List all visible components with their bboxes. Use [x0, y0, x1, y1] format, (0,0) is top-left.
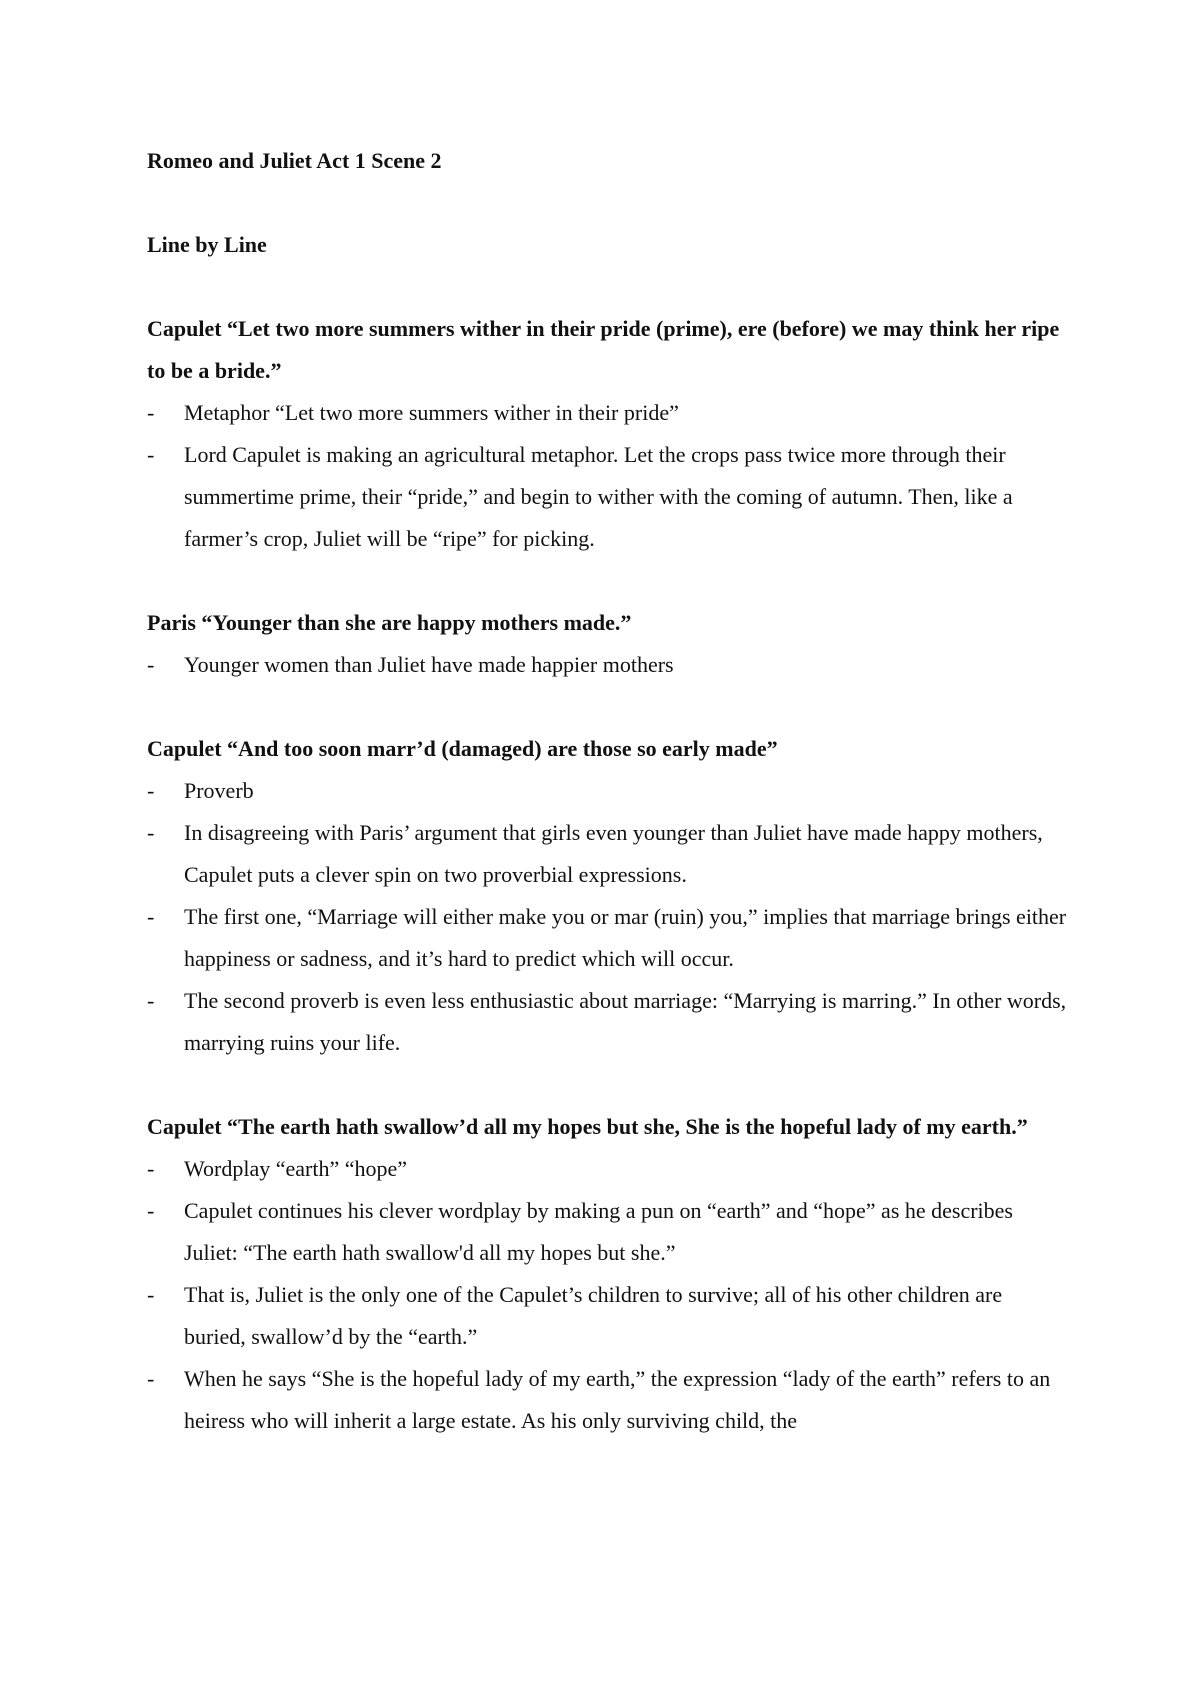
bullet-list: [147, 644, 1067, 686]
dash-bullet-icon: -: [147, 652, 155, 677]
list-item: [147, 434, 1067, 560]
section-quote: Capulet “And too soon marr’d (damaged) are those so early made”: [147, 736, 778, 761]
dash-bullet-icon: -: [147, 904, 155, 929]
list-item-text: In disagreeing with Paris’ argument that girls even younger than Juliet have made happy mothers, Capulet puts a clever spin on two proverbial expressions.: [184, 820, 1043, 887]
list-item-text: Wordplay “earth” “hope”: [184, 1156, 407, 1181]
list-item: [147, 1358, 1067, 1442]
list-item: [147, 812, 1067, 896]
list-item-text: The second proverb is even less enthusiastic about marriage: “Marrying is marring.” In other words, marrying ruins your life.: [184, 988, 1067, 1055]
document-subtitle: Line by Line: [147, 232, 267, 257]
list-item-text: Metaphor “Let two more summers wither in their pride”: [184, 400, 679, 425]
dash-bullet-icon: -: [147, 1156, 155, 1181]
dash-bullet-icon: -: [147, 1366, 155, 1391]
bullet-list: [147, 770, 1067, 1064]
list-item: [147, 896, 1067, 980]
section-quote: Capulet “Let two more summers wither in their pride (prime), ere (before) we may think her ripe to be a bride.”: [147, 316, 1060, 383]
dash-bullet-icon: -: [147, 988, 155, 1013]
dash-bullet-icon: -: [147, 778, 155, 803]
list-item: [147, 644, 1067, 686]
list-item: [147, 392, 1067, 434]
section: [147, 728, 1067, 1064]
section-quote: Paris “Younger than she are happy mothers made.”: [147, 610, 632, 635]
list-item-text: Younger women than Juliet have made happier mothers: [184, 652, 674, 677]
list-item-text: The first one, “Marriage will either make you or mar (ruin) you,” implies that marriage brings either happiness or sadness, and it’s hard to predict which will occur.: [184, 904, 1067, 971]
document-title: Romeo and Juliet Act 1 Scene 2: [147, 148, 442, 173]
section: [147, 308, 1067, 560]
dash-bullet-icon: -: [147, 1198, 155, 1223]
list-item-text: Capulet continues his clever wordplay by making a pun on “earth” and “hope” as he describes Juliet: “The earth hath swallow'd all my hopes but she.”: [184, 1198, 1013, 1265]
list-item: [147, 1190, 1067, 1274]
section-quote: Capulet “The earth hath swallow’d all my hopes but she, She is the hopeful lady of my earth.”: [147, 1114, 1028, 1139]
dash-bullet-icon: -: [147, 1282, 155, 1307]
sections-container: [147, 308, 1067, 1442]
list-item-text: That is, Juliet is the only one of the Capulet’s children to survive; all of his other children are buried, swallow’d by the “earth.”: [184, 1282, 1003, 1349]
dash-bullet-icon: -: [147, 820, 155, 845]
bullet-list: [147, 1148, 1067, 1442]
dash-bullet-icon: -: [147, 442, 155, 467]
document-body: [147, 140, 1067, 1442]
list-item-text: Lord Capulet is making an agricultural metaphor. Let the crops pass twice more through their summertime prime, their “pride,” and begin to wither with the coming of autumn. Then, like a farmer’s crop, Juliet will be “ripe” for picking.: [184, 442, 1013, 551]
list-item-text: Proverb: [184, 778, 254, 803]
dash-bullet-icon: -: [147, 400, 155, 425]
section: [147, 602, 1067, 686]
list-item: [147, 1148, 1067, 1190]
list-item: [147, 1274, 1067, 1358]
section: [147, 1106, 1067, 1442]
bullet-list: [147, 392, 1067, 560]
list-item: [147, 980, 1067, 1064]
list-item: [147, 770, 1067, 812]
list-item-text: When he says “She is the hopeful lady of my earth,” the expression “lady of the earth” refers to an heiress who will inherit a large estate. As his only surviving child, the: [184, 1366, 1051, 1433]
